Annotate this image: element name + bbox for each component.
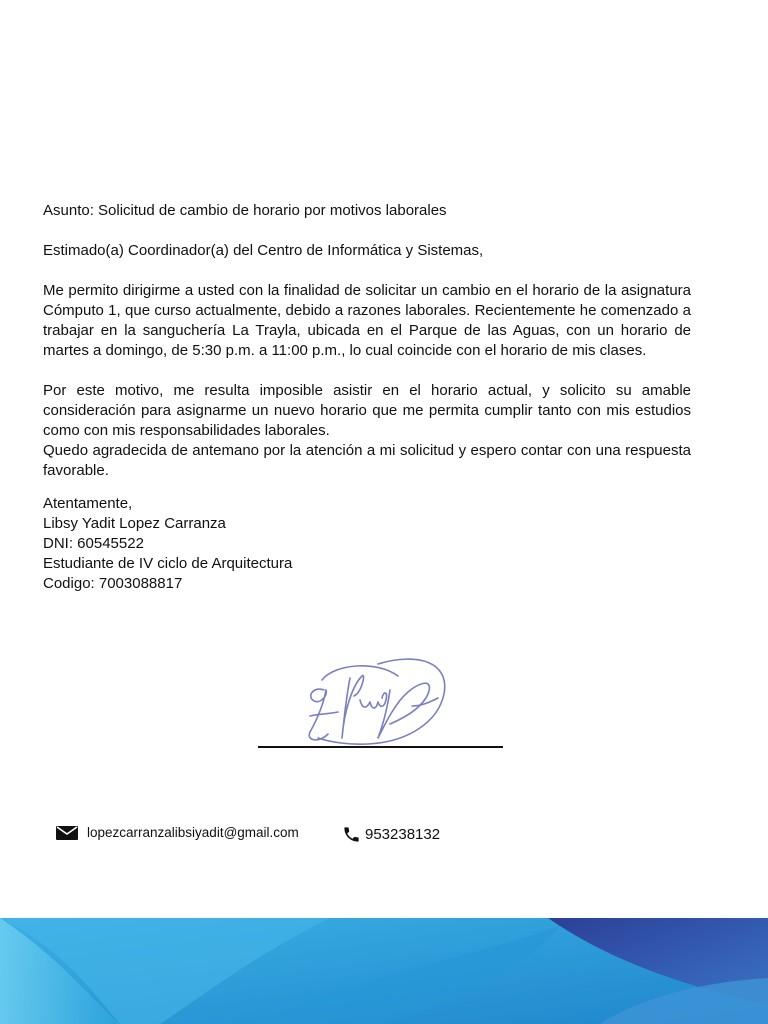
handwritten-signature (258, 652, 503, 750)
letter-closing: Atentamente, (43, 495, 133, 512)
phone-number[interactable]: 953238132 (365, 826, 441, 843)
phone-contact (342, 825, 440, 844)
envelope-icon (56, 826, 78, 840)
footer-wave-banner (0, 918, 768, 1024)
sender-code: Codigo: 7003088817 (43, 575, 183, 592)
letter-paragraph-3: Quedo agradecida de antemano por la atención a mi solicitud y espero contar con una respuesta favorable. (43, 442, 691, 479)
email-address[interactable]: lopezcarranzalibsiyadit@gmail.com (87, 825, 299, 840)
letter-greeting: Estimado(a) Coordinador(a) del Centro de Informática y Sistemas, (43, 242, 484, 259)
letter-body (43, 201, 691, 594)
email-contact (56, 825, 299, 840)
letter-paragraph-1: Me permito dirigirme a usted con la finalidad de solicitar un cambio en el horario de la asignatura Cómputo 1, que curso actualmente, debido a razones laborales. Recientemente he comenzado a trabajar en la sanguchería La Trayla, ubicada en el Parque de las Aguas, con un horario de martes a domingo, de 5:30 p.m. a 11:00 p.m., lo cual coincide con el horario de mis clases. (43, 282, 691, 359)
sender-name: Libsy Yadit Lopez Carranza (43, 515, 226, 532)
sender-dni: DNI: 60545522 (43, 535, 144, 552)
letter-paragraph-2: Por este motivo, me resulta imposible asistir en el horario actual, y solicito su amable consideración para asignarme un nuevo horario que me permita cumplir tanto con mis estudios como con mis responsabilidades laborales. (43, 382, 691, 439)
sender-program: Estudiante de IV ciclo de Arquitectura (43, 555, 293, 572)
phone-icon (342, 825, 361, 844)
signature-line (258, 746, 503, 748)
letter-subject: Asunto: Solicitud de cambio de horario por motivos laborales (43, 202, 447, 219)
